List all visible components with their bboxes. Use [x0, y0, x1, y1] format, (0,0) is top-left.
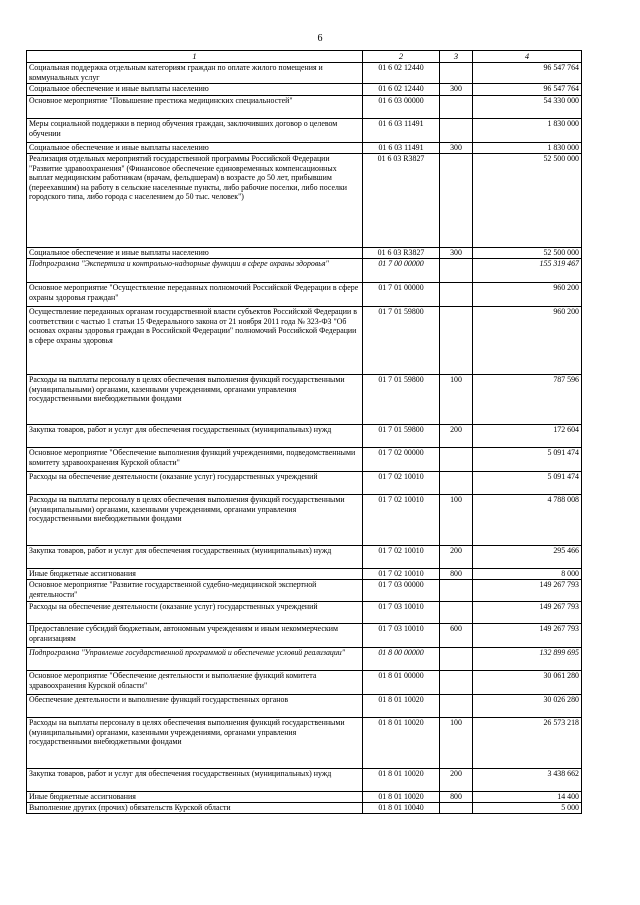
table-row — [27, 63, 582, 84]
row-name-cell: Закупка товаров, работ и услуг для обеспечения государственных (муниципальных) нужд — [27, 769, 363, 792]
table-row — [27, 84, 582, 96]
row-amount-cell: 960 200 — [473, 307, 582, 375]
row-code-cell: 01 8 00 00000 — [363, 648, 440, 671]
row-group-cell — [440, 63, 473, 84]
row-amount-cell: 54 330 000 — [473, 96, 582, 119]
table-row — [27, 283, 582, 307]
row-amount-cell: 30 061 280 — [473, 671, 582, 695]
row-group-cell — [440, 671, 473, 695]
header-col-3: 3 — [440, 51, 473, 63]
row-amount-cell: 1 830 000 — [473, 119, 582, 143]
header-col-4: 4 — [473, 51, 582, 63]
row-amount-cell: 155 319 467 — [473, 259, 582, 283]
row-name-cell: Расходы на выплаты персоналу в целях обеспечения выполнения функций государственными (муниципальными) органами, казенными учреждениями, органами управления государственными внебюджетными фондами — [27, 718, 363, 769]
row-amount-cell: 132 899 695 — [473, 648, 582, 671]
row-name-cell: Осуществление переданных органам государственной власти субъектов Российской Федерации в соответствии с частью 1 статьи 15 Федерального закона от 21 ноября 2011 года № 323-ФЗ "Об основах охраны здоровья граждан в Российской Федерации" полномочий Российской Федерации в сфере охраны здоровья — [27, 307, 363, 375]
row-code-cell: 01 7 01 59800 — [363, 307, 440, 375]
header-col-2: 2 — [363, 51, 440, 63]
row-name-cell: Основное мероприятие "Осуществление переданных полномочий Российской Федерации в сфере охраны здоровья граждан" — [27, 283, 363, 307]
row-name-cell: Закупка товаров, работ и услуг для обеспечения государственных (муниципальных) нужд — [27, 546, 363, 569]
row-amount-cell: 1 830 000 — [473, 143, 582, 154]
table-row — [27, 624, 582, 648]
row-amount-cell: 149 267 793 — [473, 580, 582, 602]
header-col-1: 1 — [27, 51, 363, 63]
row-group-cell — [440, 259, 473, 283]
row-name-cell: Иные бюджетные ассигнования — [27, 569, 363, 580]
row-group-cell — [440, 119, 473, 143]
row-name-cell: Реализация отдельных мероприятий государственной программы Российской Федерации "Развитие здравоохранения" (Финансовое обеспечение единовременных компенсационных выплат медицинским работникам (врачам, фельдшерам) в возрасте до 50 лет, прибывшим (переехавшим) на работу в сельские населенные пункты, либо рабочие поселки, либо поселки городского типа, либо города с населением до 50 тыс. человек") — [27, 154, 363, 248]
row-amount-cell: 5 091 474 — [473, 472, 582, 495]
row-group-cell: 300 — [440, 143, 473, 154]
row-name-cell: Основное мероприятие "Повышение престижа медицинских специальностей" — [27, 96, 363, 119]
row-amount-cell: 52 500 000 — [473, 248, 582, 259]
row-group-cell — [440, 695, 473, 718]
row-code-cell: 01 7 01 00000 — [363, 283, 440, 307]
table-row — [27, 425, 582, 448]
row-amount-cell: 172 604 — [473, 425, 582, 448]
row-group-cell — [440, 580, 473, 602]
row-group-cell: 100 — [440, 375, 473, 425]
row-code-cell: 01 7 02 10010 — [363, 569, 440, 580]
row-group-cell — [440, 307, 473, 375]
table-row — [27, 569, 582, 580]
row-name-cell: Расходы на выплаты персоналу в целях обеспечения выполнения функций государственными (муниципальными) органами, казенными учреждениями, органами управления государственными внебюджетными фондами — [27, 375, 363, 425]
row-name-cell: Меры социальной поддержки в период обучения граждан, заключивших договор о целевом обучении — [27, 119, 363, 143]
row-code-cell: 01 6 03 00000 — [363, 96, 440, 119]
row-code-cell: 01 7 01 59800 — [363, 425, 440, 448]
row-code-cell: 01 8 01 10020 — [363, 695, 440, 718]
row-code-cell: 01 6 03 R3827 — [363, 154, 440, 248]
row-code-cell: 01 7 02 00000 — [363, 448, 440, 472]
table-row — [27, 671, 582, 695]
row-amount-cell: 5 000 — [473, 803, 582, 814]
row-amount-cell: 5 091 474 — [473, 448, 582, 472]
row-group-cell — [440, 803, 473, 814]
row-code-cell: 01 7 01 59800 — [363, 375, 440, 425]
table-row — [27, 154, 582, 248]
row-code-cell: 01 7 03 10010 — [363, 624, 440, 648]
row-code-cell: 01 7 00 00000 — [363, 259, 440, 283]
table-row — [27, 546, 582, 569]
row-group-cell — [440, 154, 473, 248]
table-row — [27, 695, 582, 718]
row-group-cell — [440, 283, 473, 307]
row-group-cell — [440, 648, 473, 671]
row-amount-cell: 960 200 — [473, 283, 582, 307]
row-code-cell: 01 8 01 00000 — [363, 671, 440, 695]
row-amount-cell: 8 000 — [473, 569, 582, 580]
row-amount-cell: 14 400 — [473, 792, 582, 803]
row-code-cell: 01 8 01 10020 — [363, 792, 440, 803]
table-body — [27, 63, 582, 814]
row-name-cell: Основное мероприятие "Развитие государственной судебно-медицинской экспертной деятельности" — [27, 580, 363, 602]
row-group-cell — [440, 96, 473, 119]
row-code-cell: 01 7 03 00000 — [363, 580, 440, 602]
row-name-cell: Основное мероприятие "Обеспечение деятельности и выполнение функций комитета здравоохранения Курской области" — [27, 671, 363, 695]
row-group-cell: 200 — [440, 546, 473, 569]
row-group-cell: 800 — [440, 792, 473, 803]
row-amount-cell: 30 026 280 — [473, 695, 582, 718]
table-row — [27, 259, 582, 283]
table-row — [27, 580, 582, 602]
row-name-cell: Расходы на обеспечение деятельности (оказание услуг) государственных учреждений — [27, 602, 363, 624]
table-row — [27, 119, 582, 143]
row-name-cell: Расходы на выплаты персоналу в целях обеспечения выполнения функций государственными (муниципальными) органами, казенными учреждениями, органами управления государственными внебюджетными фондами — [27, 495, 363, 546]
row-amount-cell: 149 267 793 — [473, 602, 582, 624]
row-name-cell: Предоставление субсидий бюджетным, автономным учреждениям и иным некоммерческим организациям — [27, 624, 363, 648]
row-name-cell: Социальное обеспечение и иные выплаты населению — [27, 248, 363, 259]
table-row — [27, 648, 582, 671]
row-code-cell: 01 8 01 10040 — [363, 803, 440, 814]
table-row — [27, 769, 582, 792]
row-amount-cell: 149 267 793 — [473, 624, 582, 648]
row-name-cell: Закупка товаров, работ и услуг для обеспечения государственных (муниципальных) нужд — [27, 425, 363, 448]
table-row — [27, 375, 582, 425]
row-name-cell: Иные бюджетные ассигнования — [27, 792, 363, 803]
row-code-cell: 01 6 02 12440 — [363, 84, 440, 96]
row-name-cell: Подпрограмма "Экспертиза и контрольно-надзорные функции в сфере охраны здоровья" — [27, 259, 363, 283]
row-code-cell: 01 7 02 10010 — [363, 495, 440, 546]
table-row — [27, 792, 582, 803]
row-group-cell: 200 — [440, 425, 473, 448]
row-amount-cell: 4 788 008 — [473, 495, 582, 546]
row-code-cell: 01 7 02 10010 — [363, 546, 440, 569]
row-code-cell: 01 6 02 12440 — [363, 63, 440, 84]
row-code-cell: 01 6 03 R3827 — [363, 248, 440, 259]
row-code-cell: 01 6 03 11491 — [363, 119, 440, 143]
table-row — [27, 472, 582, 495]
row-group-cell: 100 — [440, 718, 473, 769]
table-row — [27, 718, 582, 769]
table-row — [27, 143, 582, 154]
header-row — [27, 51, 582, 63]
table-row — [27, 602, 582, 624]
row-code-cell: 01 7 03 10010 — [363, 602, 440, 624]
row-amount-cell: 3 438 662 — [473, 769, 582, 792]
table-header — [27, 51, 582, 63]
table-row — [27, 248, 582, 259]
row-code-cell: 01 7 02 10010 — [363, 472, 440, 495]
table-row — [27, 448, 582, 472]
row-amount-cell: 52 500 000 — [473, 154, 582, 248]
table-row — [27, 307, 582, 375]
row-amount-cell: 787 596 — [473, 375, 582, 425]
table-row — [27, 96, 582, 119]
row-name-cell: Обеспечение деятельности и выполнение функций государственных органов — [27, 695, 363, 718]
row-group-cell: 300 — [440, 84, 473, 96]
row-code-cell: 01 6 03 11491 — [363, 143, 440, 154]
row-group-cell — [440, 472, 473, 495]
row-amount-cell: 295 466 — [473, 546, 582, 569]
row-group-cell: 600 — [440, 624, 473, 648]
row-name-cell: Основное мероприятие "Обеспечение выполнения функций учреждениями, подведомственными комитету здравоохранения Курской области" — [27, 448, 363, 472]
table-row — [27, 803, 582, 814]
row-group-cell: 300 — [440, 248, 473, 259]
row-name-cell: Подпрограмма "Управление государственной программой и обеспечение условий реализации" — [27, 648, 363, 671]
page-number: 6 — [317, 33, 323, 44]
row-name-cell: Социальное обеспечение и иные выплаты населению — [27, 143, 363, 154]
row-group-cell — [440, 602, 473, 624]
row-amount-cell: 96 547 764 — [473, 63, 582, 84]
row-amount-cell: 26 573 218 — [473, 718, 582, 769]
budget-table — [26, 50, 582, 814]
table-row — [27, 495, 582, 546]
row-group-cell: 100 — [440, 495, 473, 546]
row-group-cell: 800 — [440, 569, 473, 580]
row-name-cell: Социальное обеспечение и иные выплаты населению — [27, 84, 363, 96]
row-name-cell: Социальная поддержка отдельным категориям граждан по оплате жилого помещения и коммунальных услуг — [27, 63, 363, 84]
row-code-cell: 01 8 01 10020 — [363, 769, 440, 792]
row-group-cell — [440, 448, 473, 472]
row-group-cell: 200 — [440, 769, 473, 792]
row-code-cell: 01 8 01 10020 — [363, 718, 440, 769]
row-amount-cell: 96 547 764 — [473, 84, 582, 96]
row-name-cell: Расходы на обеспечение деятельности (оказание услуг) государственных учреждений — [27, 472, 363, 495]
row-name-cell: Выполнение других (прочих) обязательств Курской области — [27, 803, 363, 814]
